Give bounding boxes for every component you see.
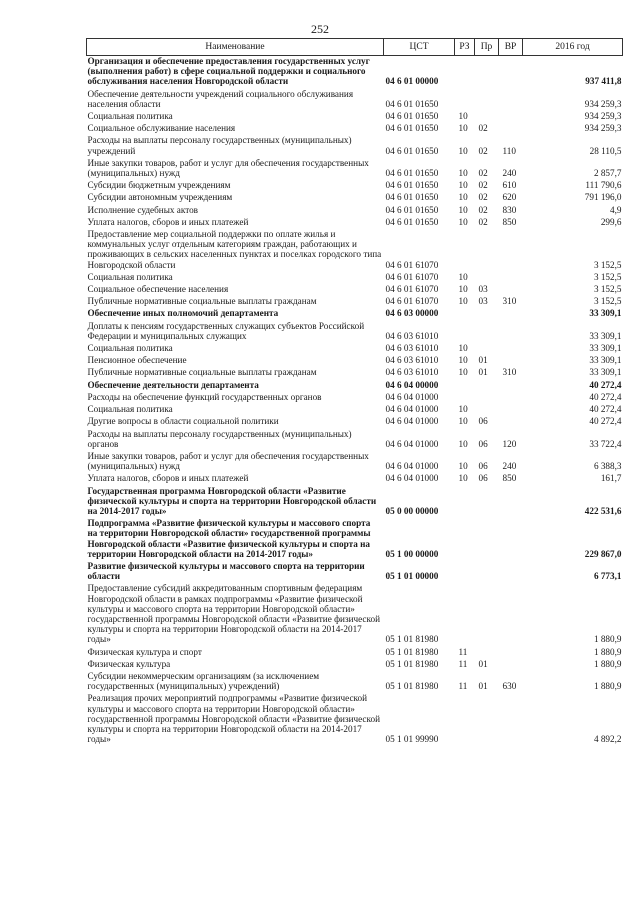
cell-sum: 33 309,1 <box>589 343 622 354</box>
cell-name: Социальное обслуживание населения <box>87 123 236 134</box>
cell-rz <box>455 229 475 272</box>
cell-vr <box>499 284 523 296</box>
cell-pr <box>475 89 499 111</box>
cell-vr <box>499 392 523 404</box>
cell-vr <box>499 416 523 428</box>
cell-vr: 830 <box>502 204 517 215</box>
cell-name: Субсидии автономным учреждениям <box>87 192 233 203</box>
cell-cst: 04 6 04 01000 <box>385 416 439 427</box>
cell-sum: 791 196,0 <box>584 192 622 203</box>
cell-rz: 10 <box>458 216 468 227</box>
cell-vr <box>499 56 523 89</box>
cell-pr <box>475 272 499 284</box>
cell-cst: 04 6 03 61010 <box>385 343 439 354</box>
cell-vr <box>499 123 523 135</box>
cell-vr: 310 <box>502 296 517 307</box>
table-row <box>87 429 623 451</box>
cell-pr <box>475 486 499 519</box>
cell-sum: 1 880,9 <box>593 634 622 645</box>
table-row <box>87 693 623 746</box>
cell-vr <box>499 272 523 284</box>
cell-cst: 04 6 04 00000 <box>385 379 439 390</box>
cell-sum: 33 309,1 <box>589 367 622 378</box>
cell-vr <box>499 89 523 111</box>
table-row <box>87 367 623 379</box>
cell-cst: 05 1 01 81980 <box>385 634 439 645</box>
cell-cst: 04 6 03 61010 <box>385 367 439 378</box>
cell-cst: 05 1 00 00000 <box>385 548 439 559</box>
cell-sum: 3 152,5 <box>593 259 622 270</box>
table-row <box>87 486 623 519</box>
cell-rz: 10 <box>458 416 468 427</box>
cell-rz: 11 <box>458 681 468 692</box>
cell-name: Другие вопросы в области социальной политики <box>87 416 279 427</box>
table-row <box>87 308 623 320</box>
cell-cst: 04 6 01 61070 <box>385 296 439 307</box>
table-row <box>87 229 623 272</box>
cell-rz: 10 <box>458 343 468 354</box>
cell-pr: 02 <box>478 216 488 227</box>
cell-sum: 937 411,8 <box>585 76 622 87</box>
cell-name: Уплата налогов, сборов и иных платежей <box>87 216 249 227</box>
table-row <box>87 416 623 428</box>
cell-pr: 02 <box>478 180 488 191</box>
cell-vr <box>499 561 523 583</box>
cell-rz: 10 <box>458 123 468 134</box>
cell-vr <box>499 308 523 320</box>
table-row <box>87 56 623 89</box>
cell-name: Государственная программа Новгородской области «Развитие физической культуры и спорта на территории Новгородской области на 2014-2017 годы» <box>87 485 377 516</box>
cell-cst: 05 1 01 00000 <box>385 571 439 582</box>
cell-sum: 934 259,3 <box>584 111 622 122</box>
table-row <box>87 561 623 583</box>
cell-vr: 630 <box>502 681 517 692</box>
cell-rz <box>455 308 475 320</box>
cell-rz <box>455 583 475 646</box>
cell-sum: 3 152,5 <box>593 296 622 307</box>
cell-name: Пенсионное обеспечение <box>87 355 187 366</box>
table-row <box>87 272 623 284</box>
cell-sum: 934 259,3 <box>584 98 622 109</box>
cell-cst: 04 6 01 61070 <box>385 259 439 270</box>
cell-cst: 04 6 01 01650 <box>385 216 439 227</box>
cell-vr: 240 <box>502 461 517 472</box>
cell-rz <box>455 486 475 519</box>
cell-name: Подпрограмма «Развитие физической культуры и массового спорта на территории Новгородской области» государственной программы Новгородской области «Развитие физической культуры и спорта на территории Новгородской области на 2014-2017 годы» <box>87 518 371 559</box>
table-row <box>87 392 623 404</box>
table-row <box>87 111 623 123</box>
cell-cst: 04 6 01 01650 <box>385 168 439 179</box>
table-row <box>87 217 623 229</box>
cell-sum: 6 773,1 <box>593 571 622 582</box>
cell-vr <box>499 518 523 561</box>
cell-rz: 10 <box>458 438 468 449</box>
header-name: Наименование <box>87 39 384 56</box>
cell-rz: 10 <box>458 111 468 122</box>
table-row <box>87 89 623 111</box>
cell-name: Социальная политика <box>87 343 173 354</box>
cell-rz: 10 <box>458 296 468 307</box>
cell-pr <box>475 308 499 320</box>
cell-sum: 1 880,9 <box>593 658 622 669</box>
cell-pr <box>475 229 499 272</box>
cell-name: Социальная политика <box>87 404 173 415</box>
cell-pr: 02 <box>478 123 488 134</box>
cell-sum: 4,9 <box>610 204 622 215</box>
cell-pr <box>475 404 499 416</box>
cell-name: Уплата налогов, сборов и иных платежей <box>87 473 249 484</box>
cell-rz: 11 <box>458 646 468 657</box>
table-row <box>87 583 623 646</box>
cell-sum: 3 152,5 <box>593 284 622 295</box>
table-row <box>87 671 623 693</box>
cell-cst: 04 6 01 01650 <box>385 111 439 122</box>
cell-cst: 04 6 03 61010 <box>385 330 439 341</box>
cell-pr: 01 <box>478 367 488 378</box>
table-row <box>87 158 623 180</box>
cell-pr <box>475 583 499 646</box>
cell-sum: 6 388,3 <box>593 461 622 472</box>
cell-name: Доплаты к пенсиям государственных служащих субъектов Российской Федерации и муниципальных служащих <box>87 320 365 341</box>
table-row <box>87 192 623 204</box>
cell-name: Социальная политика <box>87 111 173 122</box>
table-row <box>87 205 623 217</box>
cell-rz: 10 <box>458 461 468 472</box>
cell-sum: 422 531,6 <box>584 505 622 516</box>
cell-pr: 02 <box>478 204 488 215</box>
table-row <box>87 123 623 135</box>
table-row <box>87 135 623 157</box>
cell-name: Реализация прочих мероприятий подпрограммы «Развитие физической культуры и массового спорта на территории Новгородской области» государственной программы Новгородской области «Развитие физической культуры и спорта на территории Новгородской области на 2014-2017 годы» <box>87 693 381 745</box>
cell-pr <box>475 392 499 404</box>
cell-rz <box>455 561 475 583</box>
cell-name: Субсидии бюджетным учреждениям <box>87 180 231 191</box>
table-row <box>87 404 623 416</box>
table-header <box>87 39 623 56</box>
header-pr: Пр <box>475 39 499 56</box>
table-row <box>87 355 623 367</box>
cell-name: Иные закупки товаров, работ и услуг для обеспечения государственных (муниципальных) нужд <box>87 157 369 179</box>
cell-vr <box>499 380 523 392</box>
cell-vr: 850 <box>502 216 517 227</box>
cell-name: Обеспечение иных полномочий департамента <box>87 308 279 319</box>
table-row <box>87 321 623 343</box>
cell-sum: 4 892,2 <box>593 734 622 745</box>
cell-rz <box>455 693 475 746</box>
cell-rz <box>455 56 475 89</box>
cell-sum: 40 272,4 <box>589 391 622 402</box>
cell-vr: 610 <box>502 180 517 191</box>
cell-pr <box>475 693 499 746</box>
cell-vr: 310 <box>502 367 517 378</box>
cell-name: Развитие физической культуры и массового спорта на территории области <box>87 560 365 582</box>
cell-cst: 04 6 01 01650 <box>385 180 439 191</box>
cell-rz: 10 <box>458 473 468 484</box>
cell-sum: 33 309,1 <box>589 355 622 366</box>
table-body <box>87 56 623 747</box>
cell-cst: 05 1 01 81980 <box>385 646 439 657</box>
table-row <box>87 296 623 308</box>
cell-vr: 620 <box>502 192 517 203</box>
cell-pr: 01 <box>478 355 488 366</box>
cell-pr <box>475 111 499 123</box>
cell-vr <box>499 486 523 519</box>
cell-sum: 1 880,9 <box>593 681 622 692</box>
cell-rz <box>455 518 475 561</box>
cell-cst: 04 6 01 01650 <box>385 204 439 215</box>
cell-vr: 120 <box>502 438 517 449</box>
table-row <box>87 343 623 355</box>
cell-name: Физическая культура <box>87 658 171 669</box>
cell-vr <box>499 659 523 671</box>
cell-vr <box>499 355 523 367</box>
cell-sum: 2 857,7 <box>593 168 622 179</box>
cell-sum: 161,7 <box>600 473 622 484</box>
cell-cst: 04 6 01 01650 <box>385 123 439 134</box>
header-sum: 2016 год <box>523 39 623 56</box>
cell-cst: 04 6 04 01000 <box>385 438 439 449</box>
cell-name: Обеспечение деятельности департамента <box>87 379 259 390</box>
cell-cst: 04 6 04 01000 <box>385 461 439 472</box>
cell-sum: 33 309,1 <box>589 308 622 319</box>
header-cst: ЦСТ <box>384 39 455 56</box>
header-rz: РЗ <box>455 39 475 56</box>
cell-sum: 33 722,4 <box>589 438 622 449</box>
cell-sum: 40 272,4 <box>589 416 622 427</box>
cell-pr <box>475 518 499 561</box>
cell-sum: 40 272,4 <box>589 404 622 415</box>
cell-sum: 299,6 <box>600 216 622 227</box>
cell-name: Исполнение судебных актов <box>87 204 199 215</box>
cell-name: Организация и обеспечение предоставления государственных услуг (выполнения работ) в сфере социальной поддержки и социального обслуживания населения Новгородской области <box>87 56 370 87</box>
table-row <box>87 284 623 296</box>
cell-cst: 04 6 01 61070 <box>385 284 439 295</box>
cell-pr: 01 <box>478 681 488 692</box>
cell-vr <box>499 229 523 272</box>
header-row <box>87 39 623 56</box>
cell-rz <box>455 89 475 111</box>
cell-rz: 10 <box>458 180 468 191</box>
page-number: 252 <box>311 22 329 36</box>
cell-vr <box>499 404 523 416</box>
cell-pr: 01 <box>478 658 488 669</box>
cell-pr: 03 <box>478 284 488 295</box>
header-vr: ВР <box>499 39 523 56</box>
cell-name: Предоставление субсидий аккредитованным спортивным федерациям Новгородской области в рамках подпрограммы «Развитие физической культуры и массового спорта на территории Новгородской области» государственной программы Новгородской области «Развитие физической культуры и спорта на территории Новгородской области на 2014-2017 годы» <box>87 583 381 645</box>
cell-rz <box>455 321 475 343</box>
cell-pr <box>475 56 499 89</box>
table-row <box>87 380 623 392</box>
cell-pr: 06 <box>478 416 488 427</box>
cell-cst: 04 6 01 01650 <box>385 145 439 156</box>
cell-vr <box>499 647 523 659</box>
cell-cst: 05 1 01 81980 <box>385 681 439 692</box>
cell-name: Публичные нормативные социальные выплаты гражданам <box>87 296 317 307</box>
cell-name: Обеспечение деятельности учреждений социального обслуживания населения области <box>87 88 354 109</box>
table-row <box>87 180 623 192</box>
cell-name: Предоставление мер социальной поддержки по оплате жилья и коммунальных услуг отдельным категориям граждан, работающих и проживающих в сельских населенных пунктах и поселках городского типа Новгородской области <box>87 229 382 270</box>
cell-vr <box>499 693 523 746</box>
cell-name: Физическая культура и спорт <box>87 646 202 657</box>
cell-rz: 10 <box>458 168 468 179</box>
cell-cst: 04 6 01 00000 <box>385 76 439 87</box>
cell-cst: 04 6 03 00000 <box>385 308 439 319</box>
cell-cst: 04 6 04 01000 <box>385 473 439 484</box>
cell-pr: 06 <box>478 461 488 472</box>
cell-cst: 05 0 00 00000 <box>385 505 439 516</box>
cell-name: Расходы на обеспечение функций государственных органов <box>87 391 322 402</box>
cell-pr: 02 <box>478 192 488 203</box>
cell-pr: 06 <box>478 473 488 484</box>
cell-vr <box>499 321 523 343</box>
cell-cst: 04 6 04 01000 <box>385 391 439 402</box>
cell-pr <box>475 343 499 355</box>
cell-rz <box>455 380 475 392</box>
cell-sum: 3 152,5 <box>593 271 622 282</box>
cell-pr: 02 <box>478 168 488 179</box>
cell-sum: 229 867,0 <box>584 548 622 559</box>
cell-name: Иные закупки товаров, работ и услуг для обеспечения государственных (муниципальных) нужд <box>87 450 369 472</box>
budget-table <box>86 38 623 746</box>
cell-rz: 10 <box>458 355 468 366</box>
cell-name: Расходы на выплаты персоналу государственных (муниципальных) органов <box>87 428 352 449</box>
cell-rz: 11 <box>458 658 468 669</box>
cell-sum: 33 309,1 <box>589 330 622 341</box>
cell-vr <box>499 111 523 123</box>
cell-rz: 10 <box>458 367 468 378</box>
cell-name: Расходы на выплаты персоналу государственных (муниципальных) учреждений <box>87 135 352 156</box>
cell-sum: 1 880,9 <box>593 646 622 657</box>
cell-rz: 10 <box>458 145 468 156</box>
cell-rz: 10 <box>458 284 468 295</box>
cell-sum: 28 110,5 <box>589 145 622 156</box>
cell-vr: 850 <box>502 473 517 484</box>
cell-rz <box>455 392 475 404</box>
cell-pr <box>475 321 499 343</box>
cell-name: Субсидии некоммерческим организациям (за исключением государственных (муниципальных) учреждений) <box>87 670 320 692</box>
cell-name: Социальное обеспечение населения <box>87 284 229 295</box>
cell-sum: 111 790,6 <box>585 180 622 191</box>
cell-vr <box>499 343 523 355</box>
table-row <box>87 659 623 671</box>
cell-rz: 10 <box>458 404 468 415</box>
cell-cst: 04 6 03 61010 <box>385 355 439 366</box>
table-row <box>87 451 623 473</box>
cell-pr <box>475 380 499 392</box>
cell-pr <box>475 561 499 583</box>
cell-cst: 05 1 01 99990 <box>385 734 439 745</box>
cell-pr: 03 <box>478 296 488 307</box>
cell-rz: 10 <box>458 192 468 203</box>
cell-name: Социальная политика <box>87 271 173 282</box>
table-row <box>87 518 623 561</box>
table-row <box>87 647 623 659</box>
cell-vr <box>499 583 523 646</box>
cell-sum: 934 259,3 <box>584 123 622 134</box>
cell-cst: 04 6 01 01650 <box>385 192 439 203</box>
cell-sum: 40 272,4 <box>589 379 622 390</box>
cell-rz: 10 <box>458 204 468 215</box>
cell-cst: 04 6 01 61070 <box>385 271 439 282</box>
cell-pr: 02 <box>478 145 488 156</box>
cell-name: Публичные нормативные социальные выплаты гражданам <box>87 367 317 378</box>
cell-pr: 06 <box>478 438 488 449</box>
cell-vr: 240 <box>502 168 517 179</box>
cell-cst: 04 6 01 01650 <box>385 98 439 109</box>
cell-rz: 10 <box>458 271 468 282</box>
cell-cst: 04 6 04 01000 <box>385 404 439 415</box>
cell-vr: 110 <box>502 145 516 156</box>
cell-cst: 05 1 01 81980 <box>385 658 439 669</box>
table-row <box>87 473 623 485</box>
cell-pr <box>475 647 499 659</box>
